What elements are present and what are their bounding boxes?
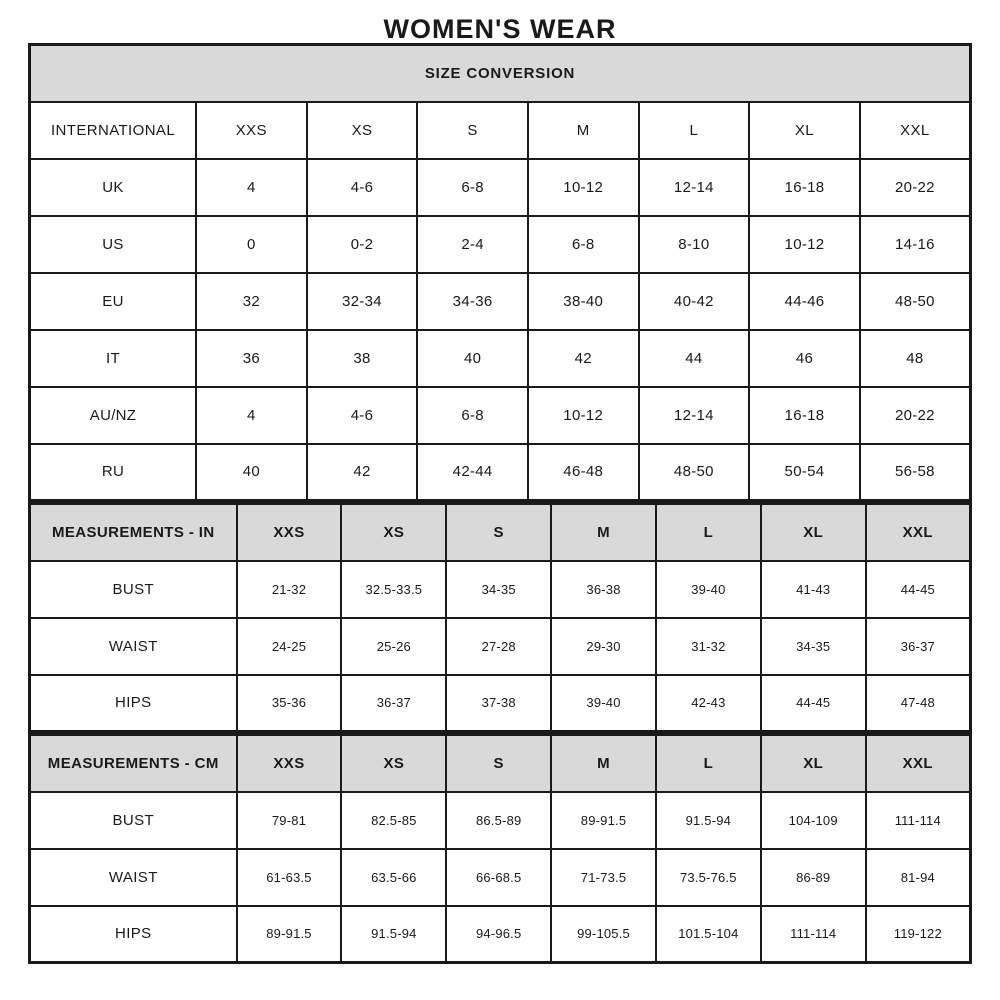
value-cell: 32.5-33.5: [341, 561, 446, 618]
value-cell: 4-6: [307, 387, 418, 444]
row-label-cell: HIPS: [30, 675, 237, 732]
table-row: [30, 675, 971, 732]
value-cell: 47-48: [866, 675, 971, 732]
table-row: [30, 159, 971, 216]
value-cell: 44-45: [866, 561, 971, 618]
value-cell: 0-2: [307, 216, 418, 273]
value-cell: XL: [761, 735, 866, 792]
value-cell: XL: [749, 102, 860, 159]
value-cell: 104-109: [761, 792, 866, 849]
table-row: [30, 735, 971, 792]
value-cell: XXL: [866, 504, 971, 561]
value-cell: 89-91.5: [237, 906, 342, 963]
value-cell: 42-44: [417, 444, 528, 501]
value-cell: S: [446, 504, 551, 561]
value-cell: 21-32: [237, 561, 342, 618]
value-cell: 44-46: [749, 273, 860, 330]
value-cell: M: [551, 735, 656, 792]
value-cell: 66-68.5: [446, 849, 551, 906]
table-row: [30, 906, 971, 963]
value-cell: 10-12: [528, 387, 639, 444]
value-cell: 37-38: [446, 675, 551, 732]
table-row: [30, 273, 971, 330]
value-cell: 73.5-76.5: [656, 849, 761, 906]
value-cell: 29-30: [551, 618, 656, 675]
size-conversion-table: [28, 43, 972, 502]
value-cell: 46: [749, 330, 860, 387]
table-row: [30, 387, 971, 444]
value-cell: 41-43: [761, 561, 866, 618]
table-row: [30, 216, 971, 273]
table-row: [30, 618, 971, 675]
value-cell: 63.5-66: [341, 849, 446, 906]
value-cell: 46-48: [528, 444, 639, 501]
row-label-cell: IT: [30, 330, 197, 387]
row-label-cell: HIPS: [30, 906, 237, 963]
table-row: [30, 45, 971, 102]
row-label-cell: INTERNATIONAL: [30, 102, 197, 159]
value-cell: XS: [341, 735, 446, 792]
value-cell: 4: [196, 387, 307, 444]
value-cell: 86.5-89: [446, 792, 551, 849]
value-cell: XS: [341, 504, 446, 561]
value-cell: S: [446, 735, 551, 792]
value-cell: 94-96.5: [446, 906, 551, 963]
value-cell: 38: [307, 330, 418, 387]
value-cell: 40-42: [639, 273, 750, 330]
value-cell: 4-6: [307, 159, 418, 216]
value-cell: 12-14: [639, 159, 750, 216]
value-cell: L: [639, 102, 750, 159]
row-label-cell: MEASUREMENTS - IN: [30, 504, 237, 561]
value-cell: XS: [307, 102, 418, 159]
measurements-in-table: [28, 502, 972, 733]
table-row: [30, 792, 971, 849]
value-cell: 34-35: [446, 561, 551, 618]
value-cell: 6-8: [528, 216, 639, 273]
table-row: [30, 849, 971, 906]
value-cell: 86-89: [761, 849, 866, 906]
value-cell: 61-63.5: [237, 849, 342, 906]
value-cell: S: [417, 102, 528, 159]
row-label-cell: WAIST: [30, 618, 237, 675]
value-cell: L: [656, 735, 761, 792]
value-cell: 81-94: [866, 849, 971, 906]
value-cell: 6-8: [417, 159, 528, 216]
value-cell: 119-122: [866, 906, 971, 963]
table-row: [30, 444, 971, 501]
value-cell: 4: [196, 159, 307, 216]
value-cell: XXL: [866, 735, 971, 792]
value-cell: XXS: [196, 102, 307, 159]
value-cell: 42-43: [656, 675, 761, 732]
value-cell: 36-37: [866, 618, 971, 675]
value-cell: 44-45: [761, 675, 866, 732]
row-label-cell: RU: [30, 444, 197, 501]
value-cell: 25-26: [341, 618, 446, 675]
value-cell: 91.5-94: [656, 792, 761, 849]
value-cell: M: [528, 102, 639, 159]
value-cell: 2-4: [417, 216, 528, 273]
value-cell: 20-22: [860, 387, 971, 444]
value-cell: 24-25: [237, 618, 342, 675]
value-cell: 20-22: [860, 159, 971, 216]
value-cell: 31-32: [656, 618, 761, 675]
value-cell: 0: [196, 216, 307, 273]
value-cell: 36-37: [341, 675, 446, 732]
row-label-cell: UK: [30, 159, 197, 216]
value-cell: 82.5-85: [341, 792, 446, 849]
value-cell: 91.5-94: [341, 906, 446, 963]
value-cell: 71-73.5: [551, 849, 656, 906]
value-cell: 89-91.5: [551, 792, 656, 849]
row-label-cell: MEASUREMENTS - CM: [30, 735, 237, 792]
value-cell: XXS: [237, 504, 342, 561]
table-row: [30, 330, 971, 387]
value-cell: 111-114: [761, 906, 866, 963]
value-cell: 40: [196, 444, 307, 501]
value-cell: 8-10: [639, 216, 750, 273]
table-row: [30, 504, 971, 561]
value-cell: 40: [417, 330, 528, 387]
value-cell: 32-34: [307, 273, 418, 330]
value-cell: M: [551, 504, 656, 561]
value-cell: 50-54: [749, 444, 860, 501]
value-cell: 42: [528, 330, 639, 387]
value-cell: 34-36: [417, 273, 528, 330]
value-cell: 12-14: [639, 387, 750, 444]
value-cell: 16-18: [749, 159, 860, 216]
table-row: [30, 102, 971, 159]
value-cell: 36-38: [551, 561, 656, 618]
row-label-cell: EU: [30, 273, 197, 330]
row-label-cell: AU/NZ: [30, 387, 197, 444]
value-cell: XXS: [237, 735, 342, 792]
value-cell: 39-40: [656, 561, 761, 618]
value-cell: 101.5-104: [656, 906, 761, 963]
value-cell: L: [656, 504, 761, 561]
value-cell: 6-8: [417, 387, 528, 444]
value-cell: 99-105.5: [551, 906, 656, 963]
value-cell: 10-12: [749, 216, 860, 273]
page-title: WOMEN'S WEAR: [383, 14, 617, 44]
value-cell: 14-16: [860, 216, 971, 273]
value-cell: 48-50: [639, 444, 750, 501]
row-label-cell: WAIST: [30, 849, 237, 906]
value-cell: 38-40: [528, 273, 639, 330]
value-cell: 42: [307, 444, 418, 501]
measurements-cm-table: [28, 733, 972, 964]
value-cell: 34-35: [761, 618, 866, 675]
table-row: [30, 561, 971, 618]
value-cell: 56-58: [860, 444, 971, 501]
value-cell: 16-18: [749, 387, 860, 444]
value-cell: 48: [860, 330, 971, 387]
value-cell: XL: [761, 504, 866, 561]
row-label-cell: BUST: [30, 561, 237, 618]
value-cell: 48-50: [860, 273, 971, 330]
size-conversion-header: SIZE CONVERSION: [30, 45, 971, 102]
value-cell: 10-12: [528, 159, 639, 216]
value-cell: 111-114: [866, 792, 971, 849]
value-cell: 35-36: [237, 675, 342, 732]
value-cell: XXL: [860, 102, 971, 159]
value-cell: 32: [196, 273, 307, 330]
row-label-cell: BUST: [30, 792, 237, 849]
value-cell: 27-28: [446, 618, 551, 675]
row-label-cell: US: [30, 216, 197, 273]
value-cell: 39-40: [551, 675, 656, 732]
value-cell: 36: [196, 330, 307, 387]
value-cell: 79-81: [237, 792, 342, 849]
value-cell: 44: [639, 330, 750, 387]
